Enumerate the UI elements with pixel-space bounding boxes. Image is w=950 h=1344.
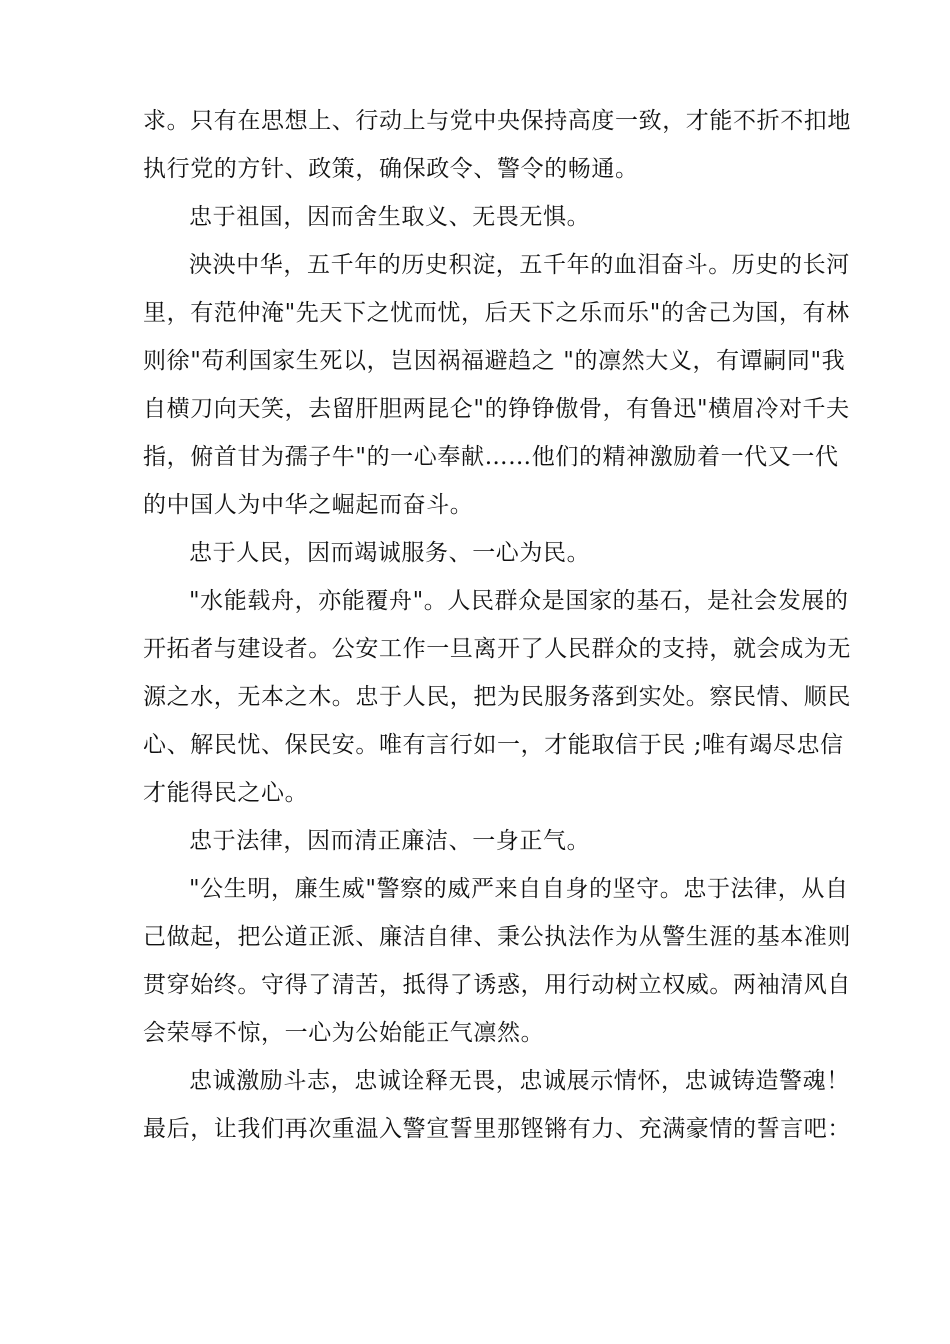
paragraph-loyal-to-people-heading — [143, 529, 815, 577]
paragraph-continuation — [143, 97, 851, 193]
text-line: 执行党的方针、政策，确保政令、警令的畅通。 — [143, 156, 639, 182]
text-line: 贯穿始终。守得了清苦，抵得了诱惑，用行动树立权威。两袖清风自 — [143, 972, 851, 998]
paragraph-loyal-to-country-heading — [143, 193, 815, 241]
text-line: "水能载舟，亦能覆舟"。人民群众是国家的基石，是社会发展的 — [189, 588, 849, 614]
paragraph-conclusion — [143, 1057, 851, 1153]
paragraph-loyal-to-law-heading — [143, 817, 815, 865]
text-line: 指，俯首甘为孺子牛"的一心奉献……他们的精神激励着一代又一代 — [143, 444, 839, 470]
paragraph-people — [143, 577, 851, 817]
text-line: 会荣辱不惊，一心为公始能正气凛然。 — [143, 1020, 545, 1046]
text-line: 泱泱中华，五千年的历史积淀，五千年的血泪奋斗。历史的长河 — [189, 252, 850, 278]
text-line: 求。只有在思想上、行动上与党中央保持高度一致，才能不折不扣地 — [143, 108, 851, 134]
text-line: 自横刀向天笑，去留肝胆两昆仑"的铮铮傲骨，有鲁迅"横眉冷对千夫 — [143, 396, 850, 422]
text-line: 才能得民之心。 — [143, 780, 309, 806]
text-line: "公生明，廉生威"警察的威严来自自身的坚守。忠于法律，从自 — [189, 876, 849, 902]
text-line: 心、解民忧、保民安。唯有言行如一，才能取信于民 ;唯有竭尽忠信 — [143, 732, 844, 758]
text-line: 则徐"苟利国家生死以，岂因祸福避趋之 "的凛然大义，有谭嗣同"我 — [143, 348, 846, 374]
text-line: 己做起，把公道正派、廉洁自律、秉公执法作为从警生涯的基本准则 — [143, 924, 851, 950]
text-line: 忠于法律，因而清正廉洁、一身正气。 — [189, 828, 591, 854]
text-line: 忠诚激励斗志，忠诚诠释无畏，忠诚展示情怀，忠诚铸造警魂！ — [189, 1068, 850, 1094]
text-line: 源之水，无本之木。忠于人民，把为民服务落到实处。察民情、顺民 — [143, 684, 851, 710]
text-line: 忠于人民，因而竭诚服务、一心为民。 — [189, 540, 591, 566]
text-line: 开拓者与建设者。公安工作一旦离开了人民群众的支持，就会成为无 — [143, 636, 851, 662]
text-line: 里，有范仲淹"先天下之忧而忧，后天下之乐而乐"的舍己为国，有林 — [143, 300, 850, 326]
text-line: 最后，让我们再次重温入警宣誓里那铿锵有力、充满豪情的誓言吧： — [143, 1116, 851, 1142]
paragraph-law — [143, 865, 851, 1057]
document-body — [143, 97, 851, 1153]
text-line: 忠于祖国，因而舍生取义、无畏无惧。 — [189, 204, 591, 230]
text-line: 的中国人为中华之崛起而奋斗。 — [143, 492, 474, 518]
paragraph-history — [143, 241, 850, 529]
